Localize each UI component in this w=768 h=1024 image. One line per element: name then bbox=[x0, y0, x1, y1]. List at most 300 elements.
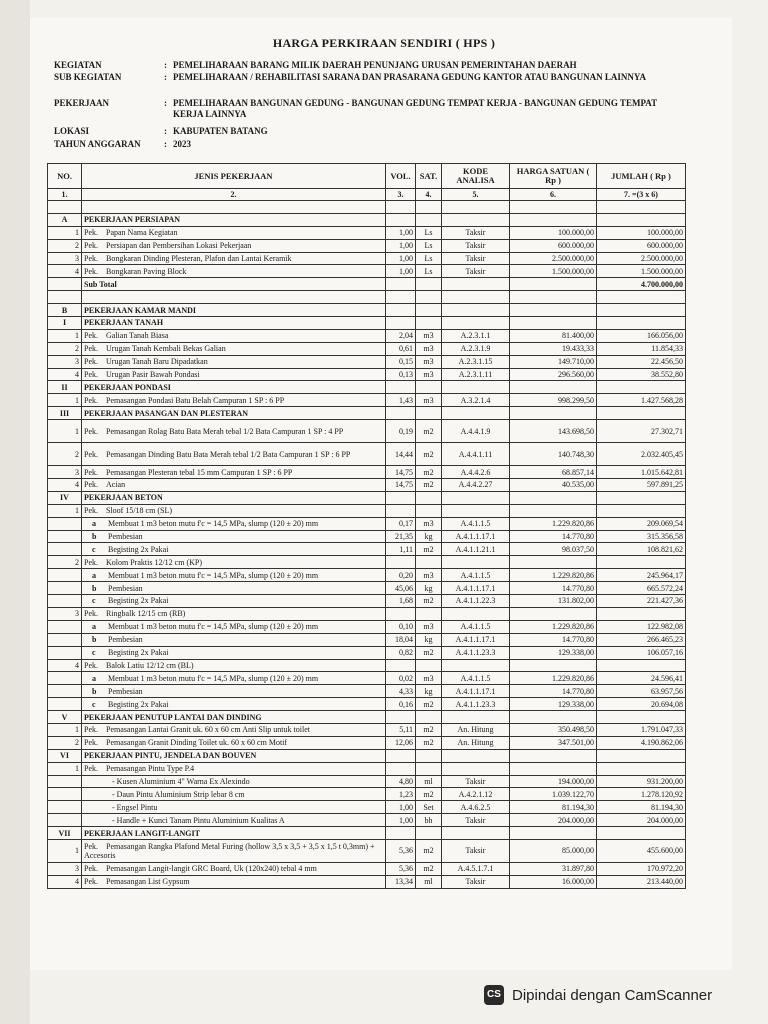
cell-no: 4 bbox=[48, 875, 82, 888]
cell-harga-satuan: 149.710,00 bbox=[510, 355, 597, 368]
cell-job bbox=[82, 530, 386, 543]
cell-sat: m2 bbox=[416, 466, 442, 479]
cell-kode-analisa: A.4.1.1.22.3 bbox=[442, 595, 510, 608]
job-text: Pemasangan Plesteran tebal 15 mm Campuran 1 SP : 6 PP bbox=[106, 467, 293, 477]
header-number: 3. bbox=[386, 189, 416, 201]
cell-sat bbox=[416, 213, 442, 226]
cell-jumlah: 4.190.862,06 bbox=[597, 736, 686, 749]
cell-job bbox=[82, 595, 386, 608]
cell-kode-analisa: A.4.1.1.17.1 bbox=[442, 685, 510, 698]
cell-kode-analisa: A.2.3.1.15 bbox=[442, 355, 510, 368]
cell-section-no: V bbox=[48, 711, 82, 724]
pek-prefix: Pek. bbox=[84, 725, 98, 735]
cell-jumlah: 170.972,20 bbox=[597, 862, 686, 875]
cell-jumlah bbox=[597, 659, 686, 672]
cell-jumlah: 204.000,00 bbox=[597, 814, 686, 827]
cell-no bbox=[48, 543, 82, 556]
cell-vol: 0,02 bbox=[386, 672, 416, 685]
table-subrow bbox=[48, 801, 686, 814]
cell-kode-analisa bbox=[442, 213, 510, 226]
cell-vol: 5,36 bbox=[386, 839, 416, 862]
cell-job bbox=[82, 420, 386, 443]
cell-sat: m2 bbox=[416, 788, 442, 801]
cell-empty bbox=[416, 291, 442, 304]
cell-kode-analisa: A.4.2.1.12 bbox=[442, 788, 510, 801]
cell-jumlah: 24.596,41 bbox=[597, 672, 686, 685]
cell-no: 4 bbox=[48, 265, 82, 278]
pek-prefix: Pek. bbox=[84, 506, 98, 516]
cell-job bbox=[82, 479, 386, 492]
table-body bbox=[48, 201, 686, 889]
job-text: Pemasangan Rangka Plafond Metal Furing (hollow 3,5 x 3,5 + 3,5 x 1,5 t 0,3mm) + Accesoris bbox=[84, 841, 375, 860]
meta-value: PEMELIHARAAN BARANG MILIK DAERAH PENUNJANG URUSAN PEMERINTAHAN DAERAH bbox=[173, 60, 577, 70]
cell-kode-analisa: Taksir bbox=[442, 252, 510, 265]
cell-jumlah bbox=[597, 213, 686, 226]
cell-harga-satuan: 100.000,00 bbox=[510, 226, 597, 239]
cell-no: 3 bbox=[48, 252, 82, 265]
cell-jumlah: 600.000,00 bbox=[597, 239, 686, 252]
pek-prefix: Pek. bbox=[84, 864, 98, 874]
cell-no: 3 bbox=[48, 862, 82, 875]
cell-harga-satuan: 129.338,00 bbox=[510, 698, 597, 711]
cell-kode-analisa: Taksir bbox=[442, 226, 510, 239]
cell-sat: kg bbox=[416, 530, 442, 543]
header-no: NO. bbox=[48, 164, 82, 189]
table-row bbox=[48, 736, 686, 749]
watermark-text: Dipindai dengan CamScanner bbox=[512, 986, 713, 1004]
cell-job bbox=[82, 239, 386, 252]
cell-kode-analisa: A.4.6.2.5 bbox=[442, 801, 510, 814]
cell-vol: 0,17 bbox=[386, 517, 416, 530]
cell-harga-satuan: 14.770,80 bbox=[510, 633, 597, 646]
cell-sat bbox=[416, 491, 442, 504]
meta-value: KABUPATEN BATANG bbox=[173, 126, 268, 136]
table-row bbox=[48, 394, 686, 407]
cell-no: 1 bbox=[48, 226, 82, 239]
cell-vol: 0,20 bbox=[386, 569, 416, 582]
job-text: Bongkaran Dinding Plesteran, Plafon dan Lantai Keramik bbox=[106, 254, 292, 263]
cell-job bbox=[82, 607, 386, 620]
cell-jumlah bbox=[597, 556, 686, 569]
cell-vol: 1,00 bbox=[386, 814, 416, 827]
table-row bbox=[48, 239, 686, 252]
cell-no: 4 bbox=[48, 479, 82, 492]
cell-kode-analisa bbox=[442, 711, 510, 724]
cell-empty bbox=[48, 201, 82, 214]
meta-value: PEMELIHARAAN / REHABILITASI SARANA DAN PRASARANA GEDUNG KANTOR ATAU BANGUNAN LAINNYA bbox=[173, 72, 647, 82]
cell-harga-satuan: 98.037,50 bbox=[510, 543, 597, 556]
table-subrow bbox=[48, 543, 686, 556]
cell-sat bbox=[416, 749, 442, 762]
cell-no bbox=[48, 582, 82, 595]
cell-no bbox=[48, 685, 82, 698]
cell-job bbox=[82, 252, 386, 265]
cell-job bbox=[82, 543, 386, 556]
cell-job: - Kusen Aluminium 4" Warna Ex Alexindo bbox=[82, 775, 386, 788]
cell-job: - Handle + Kunci Tanam Pintu Aluminium Kualitas A bbox=[82, 814, 386, 827]
cell-jumlah bbox=[597, 491, 686, 504]
sub-letter: b bbox=[92, 635, 97, 645]
cell-vol: 5,11 bbox=[386, 723, 416, 736]
pek-prefix: Pek. bbox=[84, 331, 98, 341]
job-text: Urugan Pasir Bawah Pondasi bbox=[106, 370, 200, 380]
job-text: Begisting 2x Pakai bbox=[108, 699, 169, 709]
cell-jumlah: 122.982,08 bbox=[597, 620, 686, 633]
cell-no: 1 bbox=[48, 394, 82, 407]
job-text: Pemasangan Granit Dinding Toilet uk. 60 x 60 cm Motif bbox=[106, 738, 288, 748]
cell-kode-analisa bbox=[442, 762, 510, 775]
cell-harga-satuan: 194.000,00 bbox=[510, 775, 597, 788]
section-row bbox=[48, 491, 686, 504]
cell-kode-analisa bbox=[442, 381, 510, 394]
cell-no: 1 bbox=[48, 504, 82, 517]
cell-vol: 1,68 bbox=[386, 595, 416, 608]
cell-harga-satuan bbox=[510, 749, 597, 762]
meta-key: LOKASI bbox=[54, 126, 90, 136]
table-row bbox=[48, 862, 686, 875]
table-row bbox=[48, 252, 686, 265]
cell-job bbox=[82, 569, 386, 582]
section-row bbox=[48, 213, 686, 226]
cell-harga-satuan: 600.000,00 bbox=[510, 239, 597, 252]
cell-harga-satuan: 2.500.000,00 bbox=[510, 252, 597, 265]
sub-letter: c bbox=[92, 544, 96, 554]
section-row bbox=[48, 749, 686, 762]
cell-vol: 1,00 bbox=[386, 265, 416, 278]
sub-letter: a bbox=[92, 519, 96, 529]
cell-vol: 4,33 bbox=[386, 685, 416, 698]
section-row bbox=[48, 407, 686, 420]
cell-sat: ml bbox=[416, 875, 442, 888]
cell-job bbox=[82, 504, 386, 517]
cell-kode-analisa: A.4.1.1.5 bbox=[442, 672, 510, 685]
meta-key: KEGIATAN bbox=[54, 60, 102, 70]
cell-section-no: II bbox=[48, 381, 82, 394]
table-subrow bbox=[48, 582, 686, 595]
cell-kode-analisa bbox=[442, 827, 510, 840]
cell-jumlah bbox=[597, 749, 686, 762]
table-row bbox=[48, 607, 686, 620]
table-row bbox=[48, 443, 686, 466]
cell-empty bbox=[510, 201, 597, 214]
cell-empty bbox=[442, 278, 510, 291]
cell-jumlah: 22.456,50 bbox=[597, 355, 686, 368]
cell-kode-analisa: A.4.1.1.17.1 bbox=[442, 633, 510, 646]
header-number: 1. bbox=[48, 189, 82, 201]
cell-sat: kg bbox=[416, 685, 442, 698]
cell-section-title: PEKERJAAN LANGIT-LANGIT bbox=[82, 827, 386, 840]
cell-kode-analisa: A.4.4.1.9 bbox=[442, 420, 510, 443]
cell-kode-analisa bbox=[442, 659, 510, 672]
cell-kode-analisa: A.2.3.1.1 bbox=[442, 329, 510, 342]
cell-kode-analisa: A.4.1.1.23.3 bbox=[442, 698, 510, 711]
meta-key: SUB KEGIATAN bbox=[54, 72, 122, 82]
meta-colon: : bbox=[164, 139, 167, 149]
cell-vol: 45,06 bbox=[386, 582, 416, 595]
cell-job bbox=[82, 698, 386, 711]
cell-no: 2 bbox=[48, 342, 82, 355]
cell-empty bbox=[386, 201, 416, 214]
table-subrow bbox=[48, 595, 686, 608]
cell-job bbox=[82, 672, 386, 685]
table-spacer-row bbox=[48, 201, 686, 214]
cell-harga-satuan: 40.535,00 bbox=[510, 479, 597, 492]
table-row bbox=[48, 420, 686, 443]
cell-harga-satuan bbox=[510, 407, 597, 420]
cell-harga-satuan: 85.000,00 bbox=[510, 839, 597, 862]
cell-jumlah: 2.032.405,45 bbox=[597, 443, 686, 466]
cell-job bbox=[82, 659, 386, 672]
cell-vol: 5,36 bbox=[386, 862, 416, 875]
camscanner-watermark bbox=[484, 985, 712, 1005]
cell-harga-satuan bbox=[510, 491, 597, 504]
pek-prefix: Pek. bbox=[84, 480, 98, 490]
table-subrow bbox=[48, 569, 686, 582]
cell-kode-analisa: A.3.2.1.4 bbox=[442, 394, 510, 407]
cell-jumlah bbox=[597, 407, 686, 420]
cell-kode-analisa: A.4.1.1.17.1 bbox=[442, 582, 510, 595]
cell-kode-analisa: Taksir bbox=[442, 875, 510, 888]
cell-harga-satuan bbox=[510, 504, 597, 517]
cell-empty bbox=[416, 278, 442, 291]
scan-edge-shadow bbox=[0, 0, 30, 1024]
cell-no bbox=[48, 569, 82, 582]
cell-no: 3 bbox=[48, 607, 82, 620]
cell-kode-analisa: An. Hitung bbox=[442, 723, 510, 736]
cell-no bbox=[48, 530, 82, 543]
cell-job bbox=[82, 862, 386, 875]
header-vol: VOL. bbox=[386, 164, 416, 189]
cell-section-no: VII bbox=[48, 827, 82, 840]
job-text: Papan Nama Kegiatan bbox=[106, 228, 178, 238]
cell-empty bbox=[386, 278, 416, 291]
table-row bbox=[48, 479, 686, 492]
job-text: Urugan Tanah Kembali Bekas Galian bbox=[106, 344, 226, 354]
table-subrow bbox=[48, 814, 686, 827]
table-row bbox=[48, 556, 686, 569]
cell-vol: 1,00 bbox=[386, 239, 416, 252]
header-jenis-pekerjaan: JENIS PEKERJAAN bbox=[82, 164, 386, 189]
cell-vol: 14,75 bbox=[386, 479, 416, 492]
cell-jumlah: 20.694,08 bbox=[597, 698, 686, 711]
cell-harga-satuan bbox=[510, 556, 597, 569]
cell-empty bbox=[386, 291, 416, 304]
job-text: Pembesian bbox=[108, 532, 143, 542]
cell-kode-analisa: A.4.1.1.23.3 bbox=[442, 646, 510, 659]
cell-job bbox=[82, 723, 386, 736]
job-text: Pemasangan Pondasi Batu Belah Campuran 1 SP : 6 PP bbox=[106, 395, 285, 405]
cell-vol bbox=[386, 407, 416, 420]
table-subrow bbox=[48, 775, 686, 788]
cell-sat: Ls bbox=[416, 265, 442, 278]
table-row bbox=[48, 355, 686, 368]
cell-jumlah: 213.440,00 bbox=[597, 875, 686, 888]
cell-harga-satuan: 1.229.820,86 bbox=[510, 517, 597, 530]
table-row bbox=[48, 723, 686, 736]
cell-kode-analisa: Taksir bbox=[442, 839, 510, 862]
cell-jumlah bbox=[597, 317, 686, 330]
table-row bbox=[48, 875, 686, 888]
cell-no bbox=[48, 646, 82, 659]
sub-letter: c bbox=[92, 596, 96, 606]
pek-prefix: Pek. bbox=[84, 254, 98, 263]
job-text: Pemasangan Langit-langit GRC Board, Uk (120x240) tebal 4 mm bbox=[106, 864, 317, 874]
cell-empty bbox=[442, 201, 510, 214]
cell-section-title: PEKERJAAN PERSIAPAN bbox=[82, 213, 386, 226]
cell-harga-satuan: 1.229.820,86 bbox=[510, 672, 597, 685]
cell-vol: 1,11 bbox=[386, 543, 416, 556]
cell-kode-analisa: Taksir bbox=[442, 239, 510, 252]
pek-prefix: Pek. bbox=[84, 370, 98, 380]
cell-vol: 1,00 bbox=[386, 252, 416, 265]
cell-vol bbox=[386, 381, 416, 394]
cell-sat bbox=[416, 556, 442, 569]
cell-jumlah: 2.500.000,00 bbox=[597, 252, 686, 265]
cell-section-no: III bbox=[48, 407, 82, 420]
header-harga-satuan: HARGA SATUAN ( Rp ) bbox=[510, 164, 597, 189]
job-text: Persiapan dan Pembersihan Lokasi Pekerjaan bbox=[106, 241, 252, 251]
header-number: 4. bbox=[416, 189, 442, 201]
pek-prefix: Pek. bbox=[84, 764, 98, 774]
cell-empty bbox=[442, 291, 510, 304]
table-subrow bbox=[48, 530, 686, 543]
cell-kode-analisa bbox=[442, 607, 510, 620]
cell-jumlah: 81.194,30 bbox=[597, 801, 686, 814]
cell-vol bbox=[386, 607, 416, 620]
cell-kode-analisa bbox=[442, 491, 510, 504]
cell-jumlah: 38.552,80 bbox=[597, 368, 686, 381]
cell-sat: Set bbox=[416, 801, 442, 814]
cell-section-no: I bbox=[48, 317, 82, 330]
cell-no bbox=[48, 672, 82, 685]
cell-job bbox=[82, 355, 386, 368]
cell-section-title: PEKERJAAN PENUTUP LANTAI DAN DINDING bbox=[82, 711, 386, 724]
cell-sat: m2 bbox=[416, 646, 442, 659]
pek-prefix: Pek. bbox=[84, 241, 98, 251]
cell-harga-satuan bbox=[510, 381, 597, 394]
cell-sat bbox=[416, 659, 442, 672]
cell-subtotal-label: Sub Total bbox=[82, 278, 386, 291]
cell-sat: m2 bbox=[416, 595, 442, 608]
cell-sat: m3 bbox=[416, 368, 442, 381]
cell-no bbox=[48, 698, 82, 711]
section-row bbox=[48, 827, 686, 840]
cell-no: 1 bbox=[48, 329, 82, 342]
cell-kode-analisa: A.4.4.2.6 bbox=[442, 466, 510, 479]
table-header-number-row bbox=[48, 189, 686, 201]
cell-job: - Engsel Pintu bbox=[82, 801, 386, 814]
cell-jumlah: 245.964,17 bbox=[597, 569, 686, 582]
cell-vol: 1,00 bbox=[386, 226, 416, 239]
cell-section-no: A bbox=[48, 213, 82, 226]
cell-sat bbox=[416, 381, 442, 394]
job-text: Membuat 1 m3 beton mutu f'c = 14,5 MPa, slump (120 ± 20) mm bbox=[108, 622, 319, 632]
cell-job bbox=[82, 736, 386, 749]
cell-job: - Daun Pintu Aluminium Strip lebar 8 cm bbox=[82, 788, 386, 801]
cell-sat: m3 bbox=[416, 342, 442, 355]
cell-jumlah: 108.821,62 bbox=[597, 543, 686, 556]
table-row bbox=[48, 265, 686, 278]
cell-harga-satuan: 140.748,30 bbox=[510, 443, 597, 466]
cell-kode-analisa bbox=[442, 504, 510, 517]
table-subrow bbox=[48, 633, 686, 646]
job-text: Sloof 15/18 cm (SL) bbox=[106, 506, 172, 516]
meta-colon: : bbox=[164, 60, 167, 70]
pek-prefix: Pek. bbox=[84, 357, 98, 367]
header-number: 7. =(3 x 6) bbox=[597, 189, 686, 201]
pek-prefix: Pek. bbox=[84, 344, 98, 354]
cell-harga-satuan: 350.498,50 bbox=[510, 723, 597, 736]
sub-letter: b bbox=[92, 532, 97, 542]
cell-sat bbox=[416, 304, 442, 317]
job-text: Pemasangan Lantai Granit uk. 60 x 60 cm Anti Slip untuk toilet bbox=[106, 725, 310, 735]
cell-jumlah: 597.891,25 bbox=[597, 479, 686, 492]
cell-vol: 12,06 bbox=[386, 736, 416, 749]
table-row bbox=[48, 329, 686, 342]
table-header-row bbox=[48, 164, 686, 189]
cell-jumlah: 931.200,00 bbox=[597, 775, 686, 788]
cell-sat: m2 bbox=[416, 723, 442, 736]
meta-colon: : bbox=[164, 72, 167, 82]
cell-harga-satuan bbox=[510, 711, 597, 724]
hps-table bbox=[47, 163, 686, 889]
cell-kode-analisa: Taksir bbox=[442, 814, 510, 827]
job-text: Pembesian bbox=[108, 686, 143, 696]
cell-vol bbox=[386, 304, 416, 317]
cell-vol: 4,80 bbox=[386, 775, 416, 788]
cell-no: 4 bbox=[48, 368, 82, 381]
cell-sat: Ls bbox=[416, 252, 442, 265]
cell-no: 1 bbox=[48, 839, 82, 862]
table-row bbox=[48, 762, 686, 775]
cell-no bbox=[48, 775, 82, 788]
cell-jumlah: 106.057,16 bbox=[597, 646, 686, 659]
cell-job bbox=[82, 265, 386, 278]
table-subrow bbox=[48, 646, 686, 659]
cell-vol: 0,15 bbox=[386, 355, 416, 368]
job-text: Begisting 2x Pakai bbox=[108, 544, 169, 554]
pek-prefix: Pek. bbox=[84, 395, 98, 405]
cell-vol: 0,61 bbox=[386, 342, 416, 355]
cell-job bbox=[82, 226, 386, 239]
cell-kode-analisa: A.4.1.1.21.1 bbox=[442, 543, 510, 556]
cell-harga-satuan: 131.802,00 bbox=[510, 595, 597, 608]
cell-section-no: B bbox=[48, 304, 82, 317]
cell-kode-analisa: A.4.1.1.5 bbox=[442, 569, 510, 582]
cell-vol bbox=[386, 659, 416, 672]
cell-empty bbox=[48, 291, 82, 304]
cell-harga-satuan: 16.000,00 bbox=[510, 875, 597, 888]
job-text: Ringbalk 12/15 cm (RB) bbox=[106, 609, 186, 619]
cell-sat: m2 bbox=[416, 736, 442, 749]
cell-vol: 0,82 bbox=[386, 646, 416, 659]
job-text: Begisting 2x Pakai bbox=[108, 648, 169, 658]
job-text: Bongkaran Paving Block bbox=[106, 266, 187, 276]
cell-vol bbox=[386, 491, 416, 504]
table-subrow bbox=[48, 685, 686, 698]
cell-sat: m2 bbox=[416, 443, 442, 466]
job-text: Pemasangan Pintu Type P.4 bbox=[106, 764, 195, 774]
pek-prefix: Pek. bbox=[84, 841, 98, 851]
cell-job bbox=[82, 620, 386, 633]
cell-empty bbox=[510, 278, 597, 291]
cell-jumlah bbox=[597, 504, 686, 517]
cell-harga-satuan: 31.897,80 bbox=[510, 862, 597, 875]
cell-no: 2 bbox=[48, 239, 82, 252]
section-row bbox=[48, 304, 686, 317]
job-text: Membuat 1 m3 beton mutu f'c = 14,5 MPa, slump (120 ± 20) mm bbox=[108, 519, 319, 529]
cell-harga-satuan: 19.433,33 bbox=[510, 342, 597, 355]
